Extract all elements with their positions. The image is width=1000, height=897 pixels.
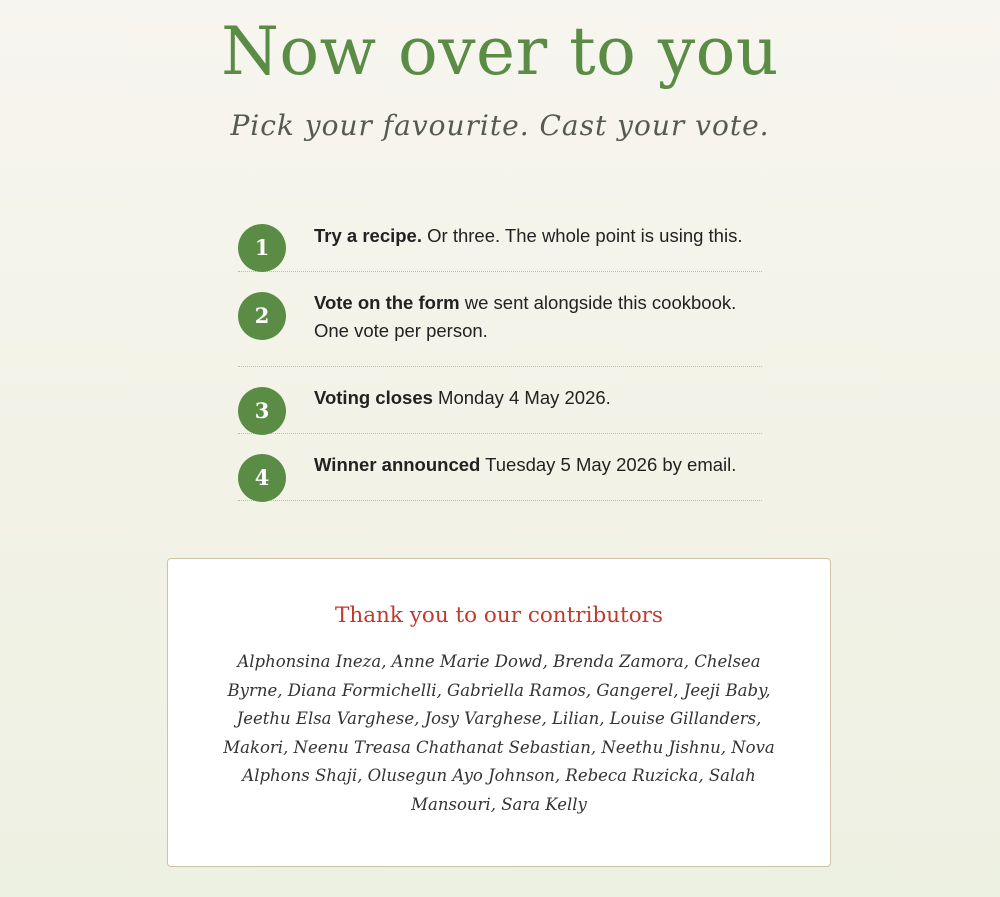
contributors-names: Alphonsina Ineza, Anne Marie Dowd, Brenda Zamora, Chelsea Byrne, Diana Formichelli, Gabriella Ramos, Gangerel, Jeeji Baby, Jeethu Elsa Varghese, Josy Varghese, Lilian, Louise Gillanders, Makori, Neenu Treasa Chathanat Sebastian, Neethu Jishnu, Nova Alphons Shaji, Olusegun Ayo Johnson, Rebeca Ruzicka, Salah Mansouri, Sara Kelly [223,652,775,814]
step-lead: Voting closes [314,387,433,408]
page-subtitle: Pick your favourite. Cast your vote. [230,109,770,142]
step-lead: Vote on the form [314,292,460,313]
step-lead: Try a recipe. [314,225,422,246]
step-rest: we sent alongside this cookbook. One vote per person. [314,292,737,341]
step-number-badge: 4 [238,454,286,502]
page-title: Now over to you [221,13,779,90]
step-rest: Or three. The whole point is using this. [421,225,743,246]
step-rest: Monday 4 May 2026. [432,387,611,408]
steps-list [238,204,762,501]
step-text [314,451,762,479]
step-text [314,222,762,250]
step-number-badge: 3 [238,387,286,435]
contributors-title: Thank you to our contributors [335,603,663,628]
step-lead: Winner announced [314,454,481,475]
step-item [238,204,762,272]
step-text [314,289,762,345]
step-number-badge: 1 [238,224,286,272]
step-text [314,384,762,412]
step-rest: Tuesday 5 May 2026 by email. [480,454,737,475]
contributors-card [167,558,831,867]
step-item [238,367,762,434]
step-item [238,434,762,501]
step-number-badge: 2 [238,292,286,340]
step-item [238,272,762,367]
